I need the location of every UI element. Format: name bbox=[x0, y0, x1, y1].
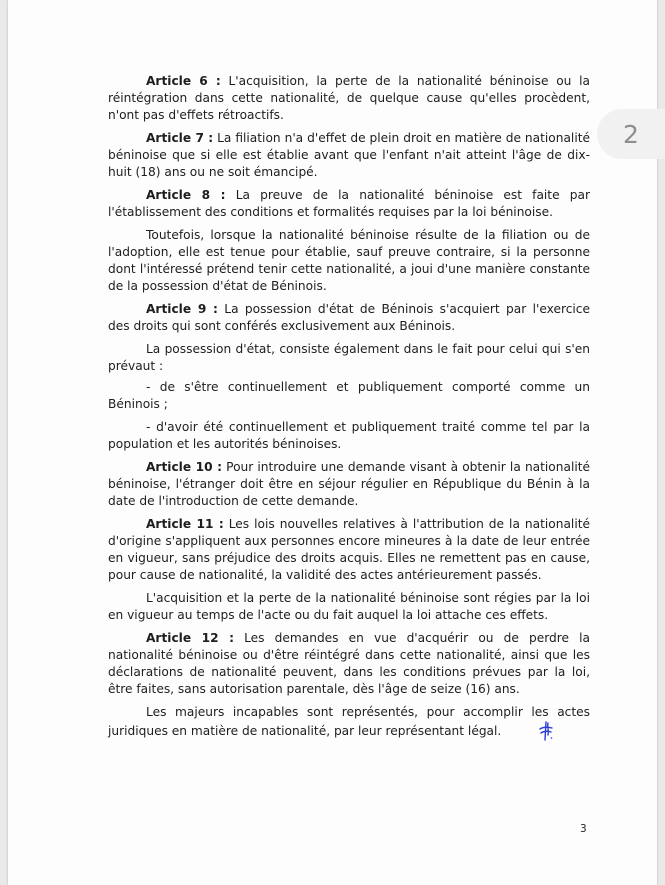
paragraph-text: - de s'être continuellement et publiquement comporté comme un Béninois ; bbox=[108, 380, 590, 411]
paragraph-text: Pour introduire une demande visant à obtenir la nationalité béninoise, l'étranger doit être en séjour régulier en République du Bénin à la date de l'introduction de cette demande. bbox=[108, 460, 590, 508]
paragraph-text: La possession d'état de Béninois s'acquiert par l'exercice des droits qui sont conférés exclusivement aux Béninois. bbox=[108, 302, 590, 333]
paragraph-text: Les demandes en vue d'acquérir ou de perdre la nationalité béninoise ou d'être réintégré dans cette nationalité, ainsi que les déclarations de nationalité peuvent, dans les conditions prévues par la loi, être faites, sans autorisation parentale, dès l'âge de seize (16) ans. bbox=[108, 631, 590, 696]
paragraph-text: L'acquisition et la perte de la nationalité béninoise sont régies par la loi en vigueur au temps de l'acte ou du fait auquel la loi attache ces effets. bbox=[108, 591, 590, 622]
handwritten-initials bbox=[501, 721, 515, 741]
paragraph bbox=[108, 130, 590, 181]
article-label: Article 8 : bbox=[146, 188, 226, 202]
paragraph-text: La possession d'état, consiste également dans le fait pour celui qui s'en prévaut : bbox=[108, 342, 590, 373]
paragraph bbox=[108, 459, 590, 510]
page-content bbox=[108, 73, 590, 747]
paragraph bbox=[108, 516, 590, 584]
document-page bbox=[8, 0, 657, 885]
paragraph-text: L'acquisition, la perte de la nationalité béninoise ou la réintégration dans cette nationalité, de quelque cause qu'elles procèdent, n'ont pas d'effets rétroactifs. bbox=[108, 74, 590, 122]
paragraph bbox=[108, 704, 590, 741]
paragraph-text: Les majeurs incapables sont représentés, pour accomplir les actes juridiques en matière de nationalité, par leur représentant légal. bbox=[108, 705, 590, 738]
paragraph bbox=[108, 73, 590, 124]
paragraph bbox=[108, 301, 590, 335]
page-indicator: 2 bbox=[597, 109, 665, 159]
list-item bbox=[108, 379, 590, 413]
article-label: Article 11 : bbox=[146, 517, 224, 531]
article-label: Article 12 : bbox=[146, 631, 234, 645]
paragraph-text: Toutefois, lorsque la nationalité béninoise résulte de la filiation ou de l'adoption, elle est tenue pour établie, sauf preuve contraire, si la personne dont l'intéressé prétend tenir cette nationalité, a joui d'une manière constante de la possession d'état de Béninois. bbox=[108, 228, 590, 293]
paragraph-text: Les lois nouvelles relatives à l'attribution de la nationalité d'origine s'appliquent aux personnes encore mineures à la date de leur entrée en vigueur, sans préjudice des droits acquis. Elles ne remettent pas en cause, pour cause de nationalité, la validité des actes antérieurement passés. bbox=[108, 517, 590, 582]
paragraph bbox=[108, 630, 590, 698]
paragraph bbox=[108, 341, 590, 375]
paragraph-text: - d'avoir été continuellement et publiquement traité comme tel par la population et les autorités béninoises. bbox=[108, 420, 590, 451]
paragraph bbox=[108, 227, 590, 295]
article-label: Article 6 : bbox=[146, 74, 221, 88]
paragraph-text: La filiation n'a d'effet de plein droit en matière de nationalité béninoise que si elle est établie avant que l'enfant n'ait atteint l'âge de dix-huit (18) ans ou ne soit émancipé. bbox=[108, 131, 590, 179]
article-label: Article 7 : bbox=[146, 131, 214, 145]
paragraph-text: La preuve de la nationalité béninoise est faite par l'établissement des conditions et formalités requises par la loi béninoise. bbox=[108, 188, 590, 219]
paragraph bbox=[108, 590, 590, 624]
article-label: Article 10 : bbox=[146, 460, 222, 474]
page-number: 3 bbox=[580, 823, 587, 835]
article-label: Article 9 : bbox=[146, 302, 218, 316]
list-item bbox=[108, 419, 590, 453]
paragraph bbox=[108, 187, 590, 221]
